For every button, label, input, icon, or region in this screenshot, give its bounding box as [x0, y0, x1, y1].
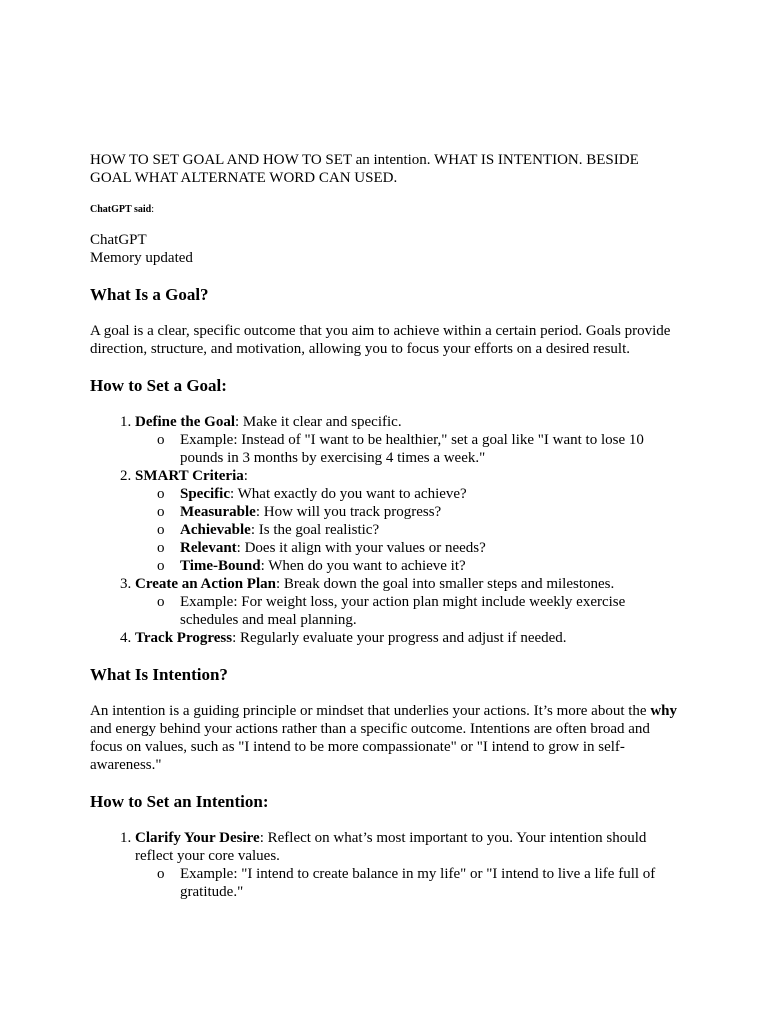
intention-definition — [90, 702, 680, 774]
response-meta — [90, 231, 680, 267]
intention-text-why: why — [650, 703, 677, 719]
sub-list — [135, 485, 680, 575]
sub-list-item — [157, 503, 680, 521]
step-text: : Break down the goal into smaller steps and milestones. — [275, 576, 615, 592]
heading-what-is-intention: What Is Intention? — [90, 665, 228, 684]
step-item — [135, 413, 680, 467]
bullet-marker: o — [157, 432, 165, 448]
step-text: : — [243, 468, 248, 484]
sub-item-text: Example: Instead of "I want to be healthier," set a goal like "I want to lose 10 pounds in 3 months by exercising 4 times a week." — [180, 432, 644, 466]
sub-item-text: : When do you want to achieve it? — [260, 558, 466, 574]
sub-list-item — [157, 431, 680, 467]
intention-steps-list — [90, 829, 680, 901]
bullet-marker: o — [157, 594, 165, 610]
bullet-marker: o — [157, 486, 165, 502]
sub-list-item — [157, 865, 680, 901]
sub-item-text: : What exactly do you want to achieve? — [230, 486, 467, 502]
document-page — [90, 151, 680, 901]
step-title: Clarify Your Desire — [135, 830, 260, 846]
sub-list-item — [157, 557, 680, 575]
assistant-label-text: ChatGPT said — [90, 204, 152, 215]
sub-item-text: Example: "I intend to create balance in my life" or "I intend to live a life full of gratitude." — [180, 866, 656, 900]
assistant-label — [90, 204, 680, 216]
sub-list — [135, 593, 680, 629]
step-text: : Regularly evaluate your progress and adjust if needed. — [232, 630, 567, 646]
step-item — [135, 467, 680, 575]
assistant-label-colon: : — [151, 204, 155, 215]
intention-text-start: An intention is a guiding principle or mindset that underlies your actions. It’s more about the — [90, 703, 651, 719]
step-title: Create an Action Plan — [135, 576, 276, 592]
bullet-marker: o — [157, 540, 165, 556]
bullet-marker: o — [157, 866, 165, 882]
sub-list-item — [157, 521, 680, 539]
memory-status: Memory updated — [90, 250, 193, 266]
step-item — [135, 829, 680, 901]
step-title: Track Progress — [135, 630, 233, 646]
step-item — [135, 629, 680, 647]
intention-text-end: and energy behind your actions rather than a specific outcome. Intentions are often broad and focus on values, such as "I intend to be more compassionate" or "I intend to grow in self-awareness." — [90, 721, 650, 773]
sub-list — [135, 431, 680, 467]
sub-list — [135, 865, 680, 901]
user-question: HOW TO SET GOAL AND HOW TO SET an intention. WHAT IS INTENTION. BESIDE GOAL WHAT ALTERNATE WORD CAN USED. — [90, 152, 639, 186]
bullet-marker: o — [157, 522, 165, 538]
heading-what-is-goal: What Is a Goal? — [90, 285, 209, 304]
bullet-marker: o — [157, 504, 165, 520]
sub-item-term: Achievable — [180, 522, 251, 538]
heading-how-to-set-intention: How to Set an Intention: — [90, 792, 269, 811]
sub-item-term: Time-Bound — [180, 558, 261, 574]
goal-definition: A goal is a clear, specific outcome that you aim to achieve within a certain period. Goals provide direction, structure, and motivation, allowing you to focus your efforts on a desired result. — [90, 323, 671, 357]
sub-item-text: : How will you track progress? — [255, 504, 442, 520]
step-item — [135, 575, 680, 629]
sub-item-term: Relevant — [180, 540, 237, 556]
sub-item-term: Measurable — [180, 504, 256, 520]
heading-how-to-set-goal: How to Set a Goal: — [90, 376, 227, 395]
step-title: Define the Goal — [135, 414, 235, 430]
step-title: SMART Criteria — [135, 468, 244, 484]
bullet-marker: o — [157, 558, 165, 574]
sub-item-text: : Does it align with your values or needs? — [236, 540, 486, 556]
sub-list-item — [157, 593, 680, 629]
step-text: : Reflect on what’s most important to you. Your intention should reflect your core values. — [135, 830, 647, 864]
response-author: ChatGPT — [90, 232, 147, 248]
sub-list-item — [157, 485, 680, 503]
sub-item-text: Example: For weight loss, your action plan might include weekly exercise schedules and meal planning. — [180, 594, 626, 628]
goal-steps-list — [90, 413, 680, 647]
sub-list-item — [157, 539, 680, 557]
sub-item-term: Specific — [180, 486, 230, 502]
sub-item-text: : Is the goal realistic? — [250, 522, 380, 538]
step-text: : Make it clear and specific. — [234, 414, 402, 430]
